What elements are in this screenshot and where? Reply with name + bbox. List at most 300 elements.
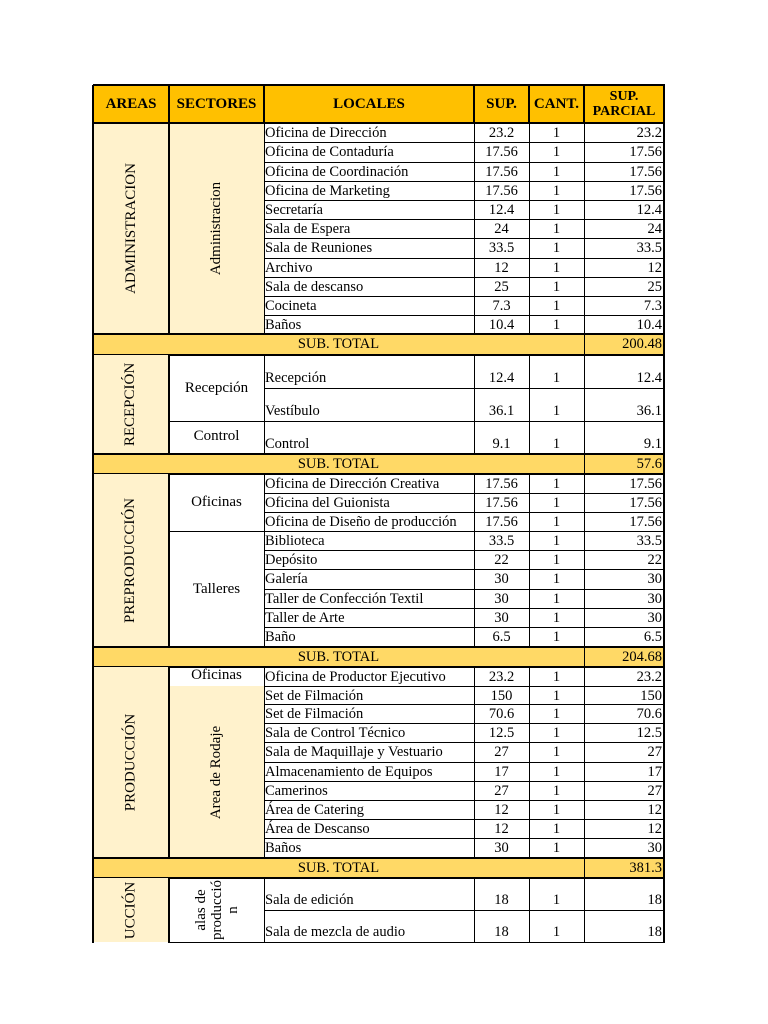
parcial-value xyxy=(584,838,664,858)
area-cell xyxy=(93,474,169,647)
cant-value xyxy=(529,550,584,569)
grid-line xyxy=(529,878,530,943)
parcial-value-text: 30 xyxy=(647,591,662,607)
cant-value xyxy=(529,667,584,686)
sup-value-text: 17 xyxy=(494,764,509,780)
sup-value-text: 18 xyxy=(494,891,509,908)
grid-line xyxy=(584,355,585,455)
local-name xyxy=(264,277,474,296)
local-name xyxy=(264,589,474,608)
cant-value-text: 1 xyxy=(552,533,561,549)
grid-line xyxy=(584,858,585,879)
parcial-value-text: 17.56 xyxy=(629,164,662,180)
subtotal-label-text: SUB. TOTAL xyxy=(297,859,380,876)
grid-line xyxy=(663,474,665,648)
cant-value-text: 1 xyxy=(552,202,561,218)
header-sup-parcial xyxy=(584,85,664,123)
sector-label: Oficinas xyxy=(191,494,242,510)
parcial-value xyxy=(584,704,664,723)
parcial-value-text: 17 xyxy=(647,764,662,780)
header-sup-parcial-line2: PARCIAL xyxy=(592,104,656,119)
grid-line xyxy=(92,355,94,455)
sup-value-text: 17.56 xyxy=(485,514,518,530)
parcial-value-text: 33.5 xyxy=(636,240,662,256)
local-name-text: Área de Descanso xyxy=(265,821,370,837)
sup-value xyxy=(474,742,529,762)
local-name xyxy=(264,838,474,858)
local-name-text: Sala de mezcla de audio xyxy=(265,923,406,940)
local-name xyxy=(264,667,474,686)
subtotal-value xyxy=(584,647,664,667)
grid-line xyxy=(584,454,585,475)
sup-value-text: 23.2 xyxy=(488,125,515,141)
subtotal-value-text: 381.3 xyxy=(629,860,662,876)
subtotal-value xyxy=(584,454,664,474)
sup-value xyxy=(474,569,529,589)
sup-value-text: 12 xyxy=(494,802,509,818)
local-name-text: Oficina de Contaduría xyxy=(265,144,394,160)
parcial-value-text: 9.1 xyxy=(643,435,662,452)
sup-value-text: 150 xyxy=(490,688,513,704)
local-name xyxy=(264,238,474,258)
parcial-value xyxy=(584,800,664,819)
parcial-value xyxy=(584,219,664,238)
grid-line xyxy=(663,667,665,859)
local-name xyxy=(264,388,474,421)
sup-value xyxy=(474,421,529,454)
sup-value xyxy=(474,781,529,800)
subtotal-value-text: 200.48 xyxy=(622,336,662,352)
cant-value xyxy=(529,142,584,162)
sup-value xyxy=(474,388,529,421)
area-label: UCCIÓN xyxy=(122,881,139,939)
cant-value xyxy=(529,258,584,277)
parcial-value-text: 30 xyxy=(647,610,662,626)
grid-line xyxy=(474,355,475,455)
parcial-value-text: 12.4 xyxy=(636,369,662,386)
cant-value xyxy=(529,238,584,258)
parcial-value xyxy=(584,123,664,142)
parcial-value xyxy=(584,421,664,454)
parcial-value xyxy=(584,819,664,838)
local-name xyxy=(264,296,474,315)
grid-line xyxy=(584,647,585,668)
cant-value xyxy=(529,219,584,238)
cant-value xyxy=(529,608,584,627)
sector-label: Control xyxy=(193,428,240,444)
grid-line xyxy=(93,84,665,86)
sup-value xyxy=(474,162,529,181)
local-name-text: Biblioteca xyxy=(265,533,325,549)
local-name xyxy=(264,704,474,723)
parcial-value xyxy=(584,608,664,627)
sup-value xyxy=(474,493,529,512)
cant-value xyxy=(529,531,584,550)
sector-cell xyxy=(169,667,264,686)
grid-line xyxy=(168,123,170,335)
local-name-text: Sala de Espera xyxy=(265,221,351,237)
sup-value xyxy=(474,627,529,647)
cant-value xyxy=(529,200,584,219)
cant-value-text: 1 xyxy=(552,317,561,333)
local-name-text: Oficina de Diseño de producción xyxy=(265,514,457,530)
parcial-value-text: 12 xyxy=(647,260,662,276)
local-name-text: Oficina de Productor Ejecutivo xyxy=(265,669,446,685)
sector-cell xyxy=(169,531,264,647)
parcial-value-text: 30 xyxy=(647,840,662,856)
cant-value xyxy=(529,421,584,454)
local-name-text: Sala de descanso xyxy=(265,279,364,295)
cant-value-text: 1 xyxy=(552,221,561,237)
cant-value-text: 1 xyxy=(552,802,561,818)
local-name xyxy=(264,762,474,781)
local-name xyxy=(264,123,474,142)
grid-line xyxy=(92,878,94,943)
parcial-value-text: 12.5 xyxy=(636,725,662,741)
local-name xyxy=(264,512,474,531)
local-name xyxy=(264,550,474,569)
cant-value-text: 1 xyxy=(552,369,561,386)
cant-value xyxy=(529,781,584,800)
sup-value xyxy=(474,315,529,334)
parcial-value xyxy=(584,493,664,512)
local-name-text: Sala de edición xyxy=(265,891,354,908)
sup-value-text: 7.3 xyxy=(492,298,511,314)
local-name xyxy=(264,142,474,162)
sup-value xyxy=(474,142,529,162)
grid-line xyxy=(264,355,265,455)
sector-label-line: n xyxy=(224,906,241,914)
local-name xyxy=(264,531,474,550)
parcial-value-text: 17.56 xyxy=(629,144,662,160)
sup-value-text: 24 xyxy=(494,221,509,237)
header-sup-parcial-line1: SUP. xyxy=(609,89,639,104)
sup-value-text: 12 xyxy=(494,260,509,276)
parcial-value-text: 18 xyxy=(647,891,662,908)
local-name-text: Control xyxy=(265,435,310,452)
cant-value-text: 1 xyxy=(552,923,561,940)
local-name xyxy=(264,315,474,334)
local-name-text: Depósito xyxy=(265,552,318,568)
parcial-value xyxy=(584,910,664,942)
parcial-value xyxy=(584,627,664,647)
local-name xyxy=(264,569,474,589)
cant-value xyxy=(529,181,584,200)
sup-value xyxy=(474,277,529,296)
cant-value xyxy=(529,589,584,608)
local-name-text: Oficina de Dirección xyxy=(265,125,387,141)
sup-value xyxy=(474,910,529,942)
cant-value-text: 1 xyxy=(552,144,561,160)
parcial-value xyxy=(584,723,664,742)
grid-line xyxy=(168,85,170,124)
local-name xyxy=(264,800,474,819)
grid-line xyxy=(92,334,94,356)
sector-cell xyxy=(169,878,264,942)
cant-value xyxy=(529,493,584,512)
sup-value xyxy=(474,762,529,781)
cant-value xyxy=(529,627,584,647)
parcial-value xyxy=(584,181,664,200)
cant-value-text: 1 xyxy=(552,591,561,607)
parcial-value xyxy=(584,277,664,296)
sup-value-text: 70.6 xyxy=(488,706,515,722)
local-name xyxy=(264,200,474,219)
local-name xyxy=(264,819,474,838)
sup-value-text: 30 xyxy=(494,840,509,856)
sup-value-text: 12.4 xyxy=(488,369,515,386)
parcial-value xyxy=(584,589,664,608)
grid-line xyxy=(474,667,475,859)
local-name xyxy=(264,421,474,454)
local-name-text: Set de Filmación xyxy=(265,688,364,704)
sup-value-text: 12.5 xyxy=(488,725,515,741)
grid-line xyxy=(168,355,170,455)
local-name-text: Camerinos xyxy=(265,783,328,799)
grid-line xyxy=(663,858,665,879)
cant-value xyxy=(529,569,584,589)
cant-value-text: 1 xyxy=(552,669,561,685)
cant-value-text: 1 xyxy=(552,514,561,530)
cant-value xyxy=(529,277,584,296)
cant-value xyxy=(529,474,584,493)
cant-value-text: 1 xyxy=(552,495,561,511)
parcial-value xyxy=(584,200,664,219)
sup-value xyxy=(474,686,529,704)
cant-value-text: 1 xyxy=(552,783,561,799)
grid-line xyxy=(168,878,170,943)
sup-value xyxy=(474,608,529,627)
grid-line xyxy=(263,85,265,124)
header-sectores xyxy=(169,85,264,123)
cant-value-text: 1 xyxy=(552,435,561,452)
local-name-text: Taller de Confección Textil xyxy=(265,591,424,607)
parcial-value-text: 24 xyxy=(647,221,662,237)
sector-label-line: alas de xyxy=(192,889,209,931)
local-name xyxy=(264,781,474,800)
area-label: RECEPCIÓN xyxy=(122,362,139,447)
grid-line xyxy=(584,334,585,356)
sup-value-text: 9.1 xyxy=(492,435,511,452)
sup-value-text: 17.56 xyxy=(485,476,518,492)
sup-value xyxy=(474,819,529,838)
sup-value xyxy=(474,200,529,219)
parcial-value xyxy=(584,355,664,388)
parcial-value xyxy=(584,258,664,277)
cant-value xyxy=(529,723,584,742)
grid-line xyxy=(92,474,94,648)
sup-value xyxy=(474,219,529,238)
grid-line xyxy=(663,878,665,943)
sup-value-text: 27 xyxy=(494,744,509,760)
sector-cell xyxy=(169,355,264,421)
local-name-text: Área de Catering xyxy=(265,802,365,818)
local-name-text: Baño xyxy=(265,629,296,645)
local-name xyxy=(264,608,474,627)
header-sup-label: SUP. xyxy=(486,95,517,112)
area-cell xyxy=(93,667,169,858)
subtotal-label xyxy=(93,334,584,355)
cant-value-text: 1 xyxy=(552,298,561,314)
grid-line xyxy=(93,453,665,455)
subtotal-label xyxy=(93,858,584,878)
parcial-value xyxy=(584,550,664,569)
sup-value-text: 12.4 xyxy=(488,202,515,218)
local-name-text: Oficina del Guionista xyxy=(265,495,390,511)
grid-line xyxy=(93,646,665,648)
header-cant xyxy=(529,85,584,123)
grid-line xyxy=(168,667,170,859)
sup-value xyxy=(474,531,529,550)
cant-value xyxy=(529,296,584,315)
parcial-value-text: 6.5 xyxy=(643,629,662,645)
cant-value xyxy=(529,762,584,781)
local-name-text: Vestíbulo xyxy=(265,402,320,419)
parcial-value xyxy=(584,238,664,258)
parcial-value xyxy=(584,296,664,315)
local-name xyxy=(264,742,474,762)
parcial-value-text: 27 xyxy=(647,783,662,799)
parcial-value xyxy=(584,569,664,589)
subtotal-label xyxy=(93,454,584,474)
header-areas xyxy=(93,85,169,123)
local-name-text: Set de Filmación xyxy=(265,706,364,722)
parcial-value xyxy=(584,781,664,800)
grid-line xyxy=(584,667,585,859)
header-sectores-label: SECTORES xyxy=(176,95,257,112)
local-name-text: Galería xyxy=(265,571,308,587)
sector-label: Area de Rodaje xyxy=(207,725,224,819)
cant-value-text: 1 xyxy=(552,891,561,908)
parcial-value xyxy=(584,162,664,181)
sector-cell xyxy=(169,421,264,454)
parcial-value-text: 23.2 xyxy=(636,125,662,141)
grid-line xyxy=(169,942,265,943)
sup-value xyxy=(474,838,529,858)
parcial-value-text: 17.56 xyxy=(629,495,662,511)
local-name-text: Baños xyxy=(265,840,302,856)
subtotal-label-text: SUB. TOTAL xyxy=(297,455,380,472)
grid-line xyxy=(584,878,585,943)
local-name-text: Baños xyxy=(265,317,302,333)
grid-line xyxy=(474,474,475,648)
local-name xyxy=(264,181,474,200)
parcial-value xyxy=(584,686,664,704)
sup-value-text: 33.5 xyxy=(488,533,515,549)
area-cell xyxy=(93,355,169,454)
parcial-value-text: 12.4 xyxy=(636,202,662,218)
sup-value xyxy=(474,878,529,910)
parcial-value xyxy=(584,142,664,162)
cant-value-text: 1 xyxy=(552,260,561,276)
local-name-text: Taller de Arte xyxy=(265,610,345,626)
parcial-value-text: 12 xyxy=(647,821,662,837)
sup-value-text: 25 xyxy=(494,279,509,295)
cant-value xyxy=(529,819,584,838)
grid-line xyxy=(93,122,665,124)
grid-line xyxy=(663,85,665,124)
sup-value xyxy=(474,704,529,723)
parcial-value xyxy=(584,742,664,762)
parcial-value-text: 17.56 xyxy=(629,476,662,492)
cant-value xyxy=(529,162,584,181)
sup-value-text: 6.5 xyxy=(492,629,511,645)
cant-value-text: 1 xyxy=(552,629,561,645)
grid-line xyxy=(663,123,665,335)
grid-line xyxy=(529,355,530,455)
cant-value xyxy=(529,910,584,942)
grid-line xyxy=(264,942,665,943)
cant-value-text: 1 xyxy=(552,706,561,722)
grid-line xyxy=(529,667,530,859)
grid-line xyxy=(93,857,665,859)
local-name xyxy=(264,686,474,704)
local-name-text: Sala de Maquillaje y Vestuario xyxy=(265,744,443,760)
sup-value xyxy=(474,550,529,569)
sup-value-text: 23.2 xyxy=(488,669,515,685)
local-name xyxy=(264,878,474,910)
local-name-text: Secretaría xyxy=(265,202,323,218)
local-name-text: Sala de Control Técnico xyxy=(265,725,406,741)
subtotal-value xyxy=(584,858,664,878)
grid-line xyxy=(528,85,530,124)
parcial-value-text: 70.6 xyxy=(636,706,662,722)
parcial-value-text: 33.5 xyxy=(636,533,662,549)
cant-value xyxy=(529,742,584,762)
sup-value xyxy=(474,723,529,742)
cant-value xyxy=(529,838,584,858)
cant-value-text: 1 xyxy=(552,840,561,856)
sup-value xyxy=(474,296,529,315)
grid-line xyxy=(92,123,94,335)
cant-value xyxy=(529,686,584,704)
grid-line xyxy=(663,454,665,475)
grid-line xyxy=(92,85,94,124)
cant-value xyxy=(529,704,584,723)
parcial-value xyxy=(584,388,664,421)
cant-value-text: 1 xyxy=(552,164,561,180)
parcial-value xyxy=(584,878,664,910)
parcial-value-text: 18 xyxy=(647,923,662,940)
sup-value xyxy=(474,474,529,493)
grid-line xyxy=(92,647,94,668)
parcial-value-text: 22 xyxy=(647,552,662,568)
cant-value-text: 1 xyxy=(552,744,561,760)
grid-line xyxy=(474,123,475,335)
local-name xyxy=(264,723,474,742)
grid-line xyxy=(92,667,94,859)
area-label: ADMINISTRACION xyxy=(122,163,139,294)
cant-value xyxy=(529,355,584,388)
sup-value-text: 12 xyxy=(494,821,509,837)
sector-cell xyxy=(169,686,264,858)
local-name xyxy=(264,219,474,238)
local-name-text: Oficina de Dirección Creativa xyxy=(265,476,440,492)
local-name-text: Oficina de Coordinación xyxy=(265,164,409,180)
cant-value-text: 1 xyxy=(552,571,561,587)
subtotal-label-text: SUB. TOTAL xyxy=(297,648,380,665)
parcial-value xyxy=(584,762,664,781)
sup-value-text: 36.1 xyxy=(488,402,515,419)
sup-value xyxy=(474,258,529,277)
grid-line xyxy=(264,878,265,943)
subtotal-label-text: SUB. TOTAL xyxy=(297,336,380,353)
local-name xyxy=(264,258,474,277)
sup-value-text: 30 xyxy=(494,591,509,607)
grid-line xyxy=(584,123,585,335)
cant-value-text: 1 xyxy=(552,183,561,199)
sector-cell xyxy=(169,474,264,531)
